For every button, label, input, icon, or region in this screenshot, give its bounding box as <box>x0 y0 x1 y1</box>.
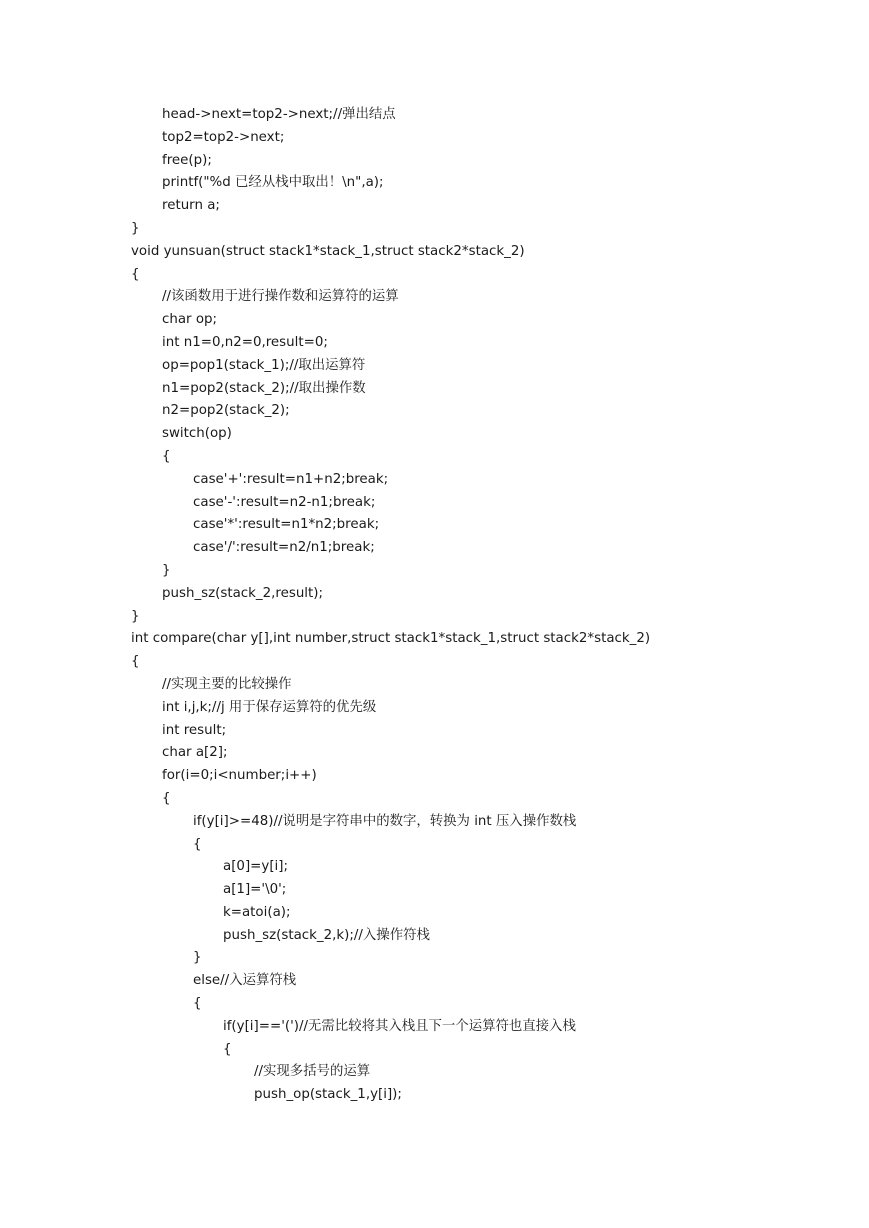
code-line: { <box>193 836 202 852</box>
code-line: return a; <box>162 198 220 214</box>
code-line: switch(op) <box>162 426 232 442</box>
code-line: } <box>131 608 140 624</box>
code-line: { <box>193 996 202 1012</box>
code-line: { <box>131 266 140 282</box>
code-line: n1=pop2(stack_2);//取出操作数 <box>162 380 366 396</box>
code-line: if(y[i]>=48)//说明是字符串中的数字，转换为 int 压入操作数栈 <box>193 813 577 829</box>
code-line: { <box>223 1041 232 1057</box>
code-line: int compare(char y[],int number,struct stack1*stack_1,struct stack2*stack_2) <box>131 631 651 647</box>
code-line: n2=pop2(stack_2); <box>162 403 290 419</box>
code-line: op=pop1(stack_1);//取出运算符 <box>162 357 366 373</box>
code-line: { <box>131 654 140 670</box>
code-line: printf("%d 已经从栈中取出！\n",a); <box>162 175 384 191</box>
code-line: int n1=0,n2=0,result=0; <box>162 334 328 350</box>
code-line: push_sz(stack_2,result); <box>162 585 324 601</box>
code-line: free(p); <box>162 152 212 168</box>
code-line: if(y[i]=='(')//无需比较将其入栈且下一个运算符也直接入栈 <box>223 1018 576 1034</box>
code-line: head->next=top2->next;//弹出结点 <box>162 107 396 122</box>
code-line: push_sz(stack_2,k);//入操作符栈 <box>223 927 430 943</box>
code-line: int i,j,k;//j 用于保存运算符的优先级 <box>162 699 377 715</box>
code-line: case'/':result=n2/n1;break; <box>193 540 375 556</box>
code-line: { <box>162 448 171 464</box>
code-listing <box>131 104 650 1107</box>
code-line: void yunsuan(struct stack1*stack_1,struct stack2*stack_2) <box>131 243 525 259</box>
code-line: } <box>131 220 140 236</box>
code-line: case'+':result=n1+n2;break; <box>193 471 389 487</box>
code-line: //实现多括号的运算 <box>254 1064 371 1080</box>
code-line: //该函数用于进行操作数和运算符的运算 <box>162 289 399 305</box>
code-line: k=atoi(a); <box>223 904 291 920</box>
code-line: char a[2]; <box>162 745 228 761</box>
code-line: push_op(stack_1,y[i]); <box>254 1087 402 1103</box>
code-line: a[0]=y[i]; <box>223 859 288 875</box>
code-line: char op; <box>162 312 218 328</box>
code-line: } <box>193 950 202 966</box>
code-line: case'*':result=n1*n2;break; <box>193 517 380 533</box>
code-line: int result; <box>162 722 227 738</box>
code-line: a[1]='\0'; <box>223 882 287 898</box>
code-line: case'-':result=n2-n1;break; <box>193 494 376 510</box>
code-line: //实现主要的比较操作 <box>162 676 292 692</box>
code-line: } <box>162 562 171 578</box>
code-line: for(i=0;i<number;i++) <box>162 768 317 784</box>
code-line: top2=top2->next; <box>162 129 285 145</box>
code-line: { <box>162 790 171 806</box>
code-line: else//入运算符栈 <box>193 973 297 989</box>
